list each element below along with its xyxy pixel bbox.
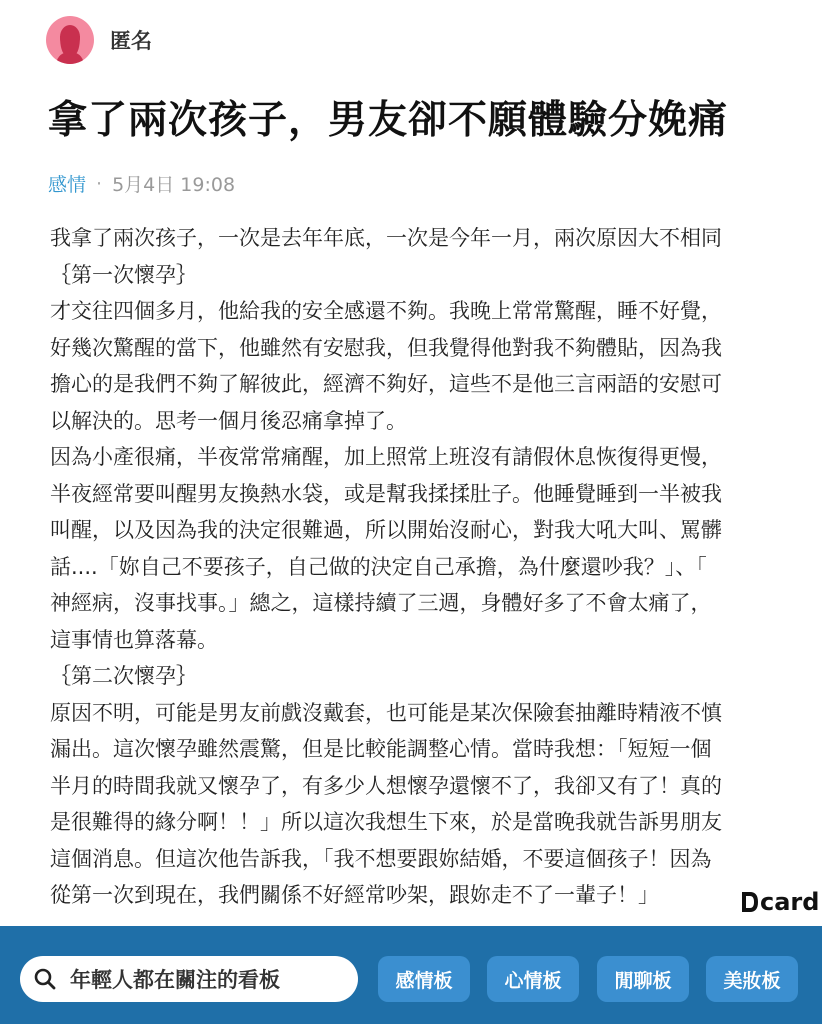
- meta-separator: ·: [96, 172, 103, 195]
- body-line: ｛第一次懷孕｝: [50, 262, 197, 287]
- board-chip-chat[interactable]: 閒聊板: [597, 956, 689, 1002]
- dcard-d-icon: [740, 890, 760, 914]
- search-placeholder: 年輕人都在關注的看板: [70, 968, 280, 992]
- body-line: 從第一次到現在，我們關係不好經常吵架，跟妳走不了一輩子！」: [50, 883, 659, 907]
- dcard-logo: [740, 888, 819, 916]
- body-line: 因為小產很痛，半夜常常痛醒，加上照常上班沒有請假休息恢復得更慢，: [50, 445, 722, 469]
- board-chip-beauty[interactable]: 美妝板: [706, 956, 798, 1002]
- body-line: 原因不明，可能是男友前戲沒戴套，也可能是某次保險套抽離時精液不慎: [50, 700, 722, 725]
- body-line: 神經病，沒事找事。」總之，這樣持續了三週，身體好多了不會太痛了，: [50, 591, 712, 615]
- post-title: 拿了兩次孩子，男友卻不願體驗分娩痛: [48, 98, 729, 143]
- body-line: 以解決的。思考一個月後忍痛拿掉了。: [50, 408, 407, 433]
- post-meta: [48, 170, 235, 197]
- body-line: 話....「妳自己不要孩子，自己做的決定自己承擔，為什麼還吵我？」、「: [50, 554, 707, 579]
- body-line: 半月的時間我就又懷孕了，有多少人想懷孕還懷不了，我卻又有了！真的: [50, 773, 722, 798]
- body-line: 擔心的是我們不夠了解彼此，經濟不夠好，這些不是他三言兩語的安慰可: [50, 372, 722, 396]
- post-timestamp: 5月4日 19:08: [112, 174, 236, 196]
- body-line: 半夜經常要叫醒男友換熱水袋，或是幫我揉揉肚子。他睡覺睡到一半被我: [50, 481, 722, 506]
- body-line: 這事情也算落幕。: [50, 627, 218, 652]
- search-icon: [34, 968, 56, 990]
- body-line: 才交往四個多月，他給我的安全感還不夠。我晚上常常驚醒，睡不好覺，: [50, 299, 722, 323]
- body-line: 漏出。這次懷孕雖然震驚，但是比較能調整心情。當時我想：「短短一個: [50, 737, 712, 761]
- board-search-box[interactable]: [20, 956, 358, 1002]
- body-line: 這個消息。但這次他告訴我，「我不想要跟妳結婚，不要這個孩子！因為: [50, 846, 712, 871]
- footer-bar: [0, 926, 822, 1024]
- body-line: 是很難得的緣分啊！！」所以這次我想生下來，於是當晚我就告訴男朋友: [50, 810, 722, 834]
- body-line: 我拿了兩次孩子，一次是去年年底，一次是今年一月，兩次原因大不相同: [50, 226, 722, 250]
- forum-link[interactable]: 感情: [48, 174, 87, 196]
- body-line: 好幾次驚醒的當下，他雖然有安慰我，但我覺得他對我不夠體貼，因為我: [50, 335, 722, 360]
- author-name[interactable]: 匿名: [110, 29, 152, 53]
- body-line: ｛第二次懷孕｝: [50, 664, 197, 688]
- post-header: [46, 16, 152, 64]
- dcard-logo-text: card: [760, 888, 820, 916]
- female-avatar-icon[interactable]: [46, 16, 94, 64]
- board-chip-mood[interactable]: 心情板: [487, 956, 579, 1002]
- body-line: 叫醒，以及因為我的決定很難過，所以開始沒耐心，對我大吼大叫、罵髒: [50, 518, 722, 542]
- board-chip-relationship[interactable]: 感情板: [378, 956, 470, 1002]
- post-body: [50, 220, 780, 914]
